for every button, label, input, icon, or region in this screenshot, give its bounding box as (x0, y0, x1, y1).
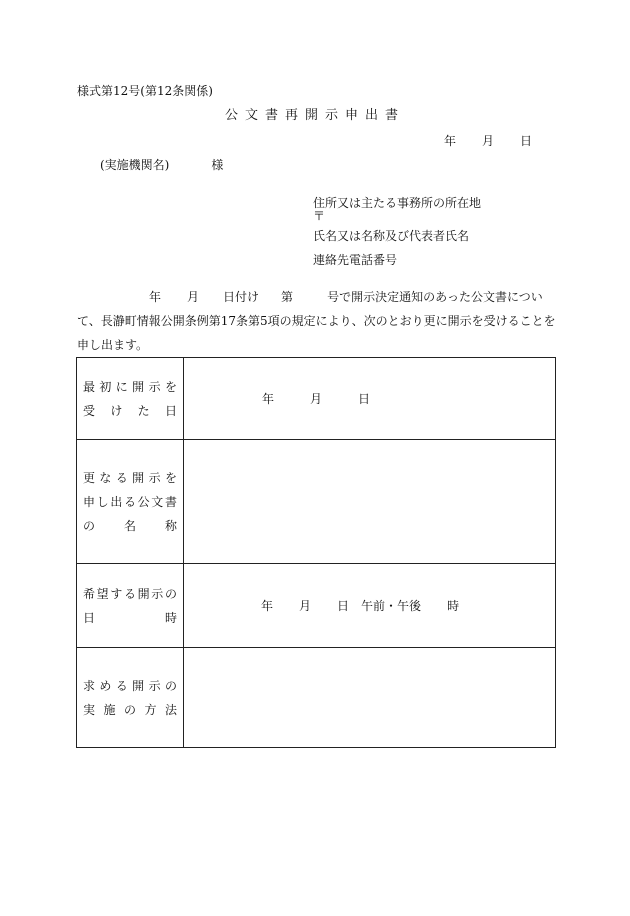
stmt-dated: 日付け (223, 290, 260, 304)
disclosure-method-field[interactable] (184, 648, 556, 748)
first-disclosure-date-label (77, 358, 184, 440)
field-day: 日 (337, 599, 350, 613)
stmt-year: 年 (149, 290, 162, 304)
label-line: 更 な る 開 示 を (83, 470, 177, 485)
name-label: 氏名又は名称及び代表者氏名 (313, 229, 470, 243)
field-year: 年 (262, 392, 275, 406)
table-row (77, 648, 556, 748)
request-table (76, 357, 556, 748)
phone-label: 連絡先電話番号 (313, 253, 398, 267)
date-day-label: 日 (520, 134, 533, 148)
addressee (100, 157, 223, 173)
field-hour: 時 (447, 599, 460, 613)
label-line: 求 め る 開 示 の (83, 678, 177, 693)
date-month-label: 月 (482, 134, 495, 148)
field-year: 年 (261, 599, 274, 613)
document-name-field[interactable] (184, 440, 556, 564)
table-row (77, 564, 556, 648)
label-line: 申 し 出 る 公 文 書 (83, 494, 177, 509)
stmt-number-prefix: 第 (281, 290, 294, 304)
postal-mark: 〒 (313, 209, 326, 223)
table-row (77, 358, 556, 440)
label-line: の 名 称 (83, 518, 177, 533)
field-day: 日 (358, 392, 371, 406)
field-month: 月 (310, 392, 323, 406)
label-line: 最 初 に 開 示 を (83, 379, 177, 394)
honorific: 様 (211, 158, 224, 172)
label-line: 希 望 す る 開 示 の (83, 586, 177, 601)
statement-line-1 (77, 285, 557, 309)
label-line: 実 施 の 方 法 (83, 702, 177, 717)
request-statement (77, 285, 557, 357)
disclosure-method-label (77, 648, 184, 748)
date-year-label: 年 (444, 134, 457, 148)
document-title: 公文書再開示申出書 (224, 108, 405, 123)
desired-datetime-label (77, 564, 184, 648)
agency-name-label: (実施機関名) (100, 158, 170, 172)
field-am-pm: 午前・午後 (361, 599, 422, 613)
label-line: 受 け た 日 (83, 403, 177, 418)
first-disclosure-date-field[interactable] (184, 358, 556, 440)
desired-datetime-field[interactable] (184, 564, 556, 648)
stmt-month: 月 (187, 290, 200, 304)
document-name-label (77, 440, 184, 564)
label-line: 日 時 (83, 610, 177, 625)
statement-line-2: て、長瀞町情報公開条例第17条第5項の規定により、次のとおり更に開示を受けることを (77, 314, 556, 328)
statement-line-3: 申し出ます。 (77, 338, 149, 352)
submission-date (444, 133, 532, 149)
field-month: 月 (299, 599, 312, 613)
table-row (77, 440, 556, 564)
stmt-line1-rest: 号で開示決定通知のあった公文書につい (327, 290, 543, 304)
form-number: 様式第12号(第12条関係) (77, 84, 213, 98)
address-label: 住所又は主たる事務所の所在地 (313, 196, 482, 210)
